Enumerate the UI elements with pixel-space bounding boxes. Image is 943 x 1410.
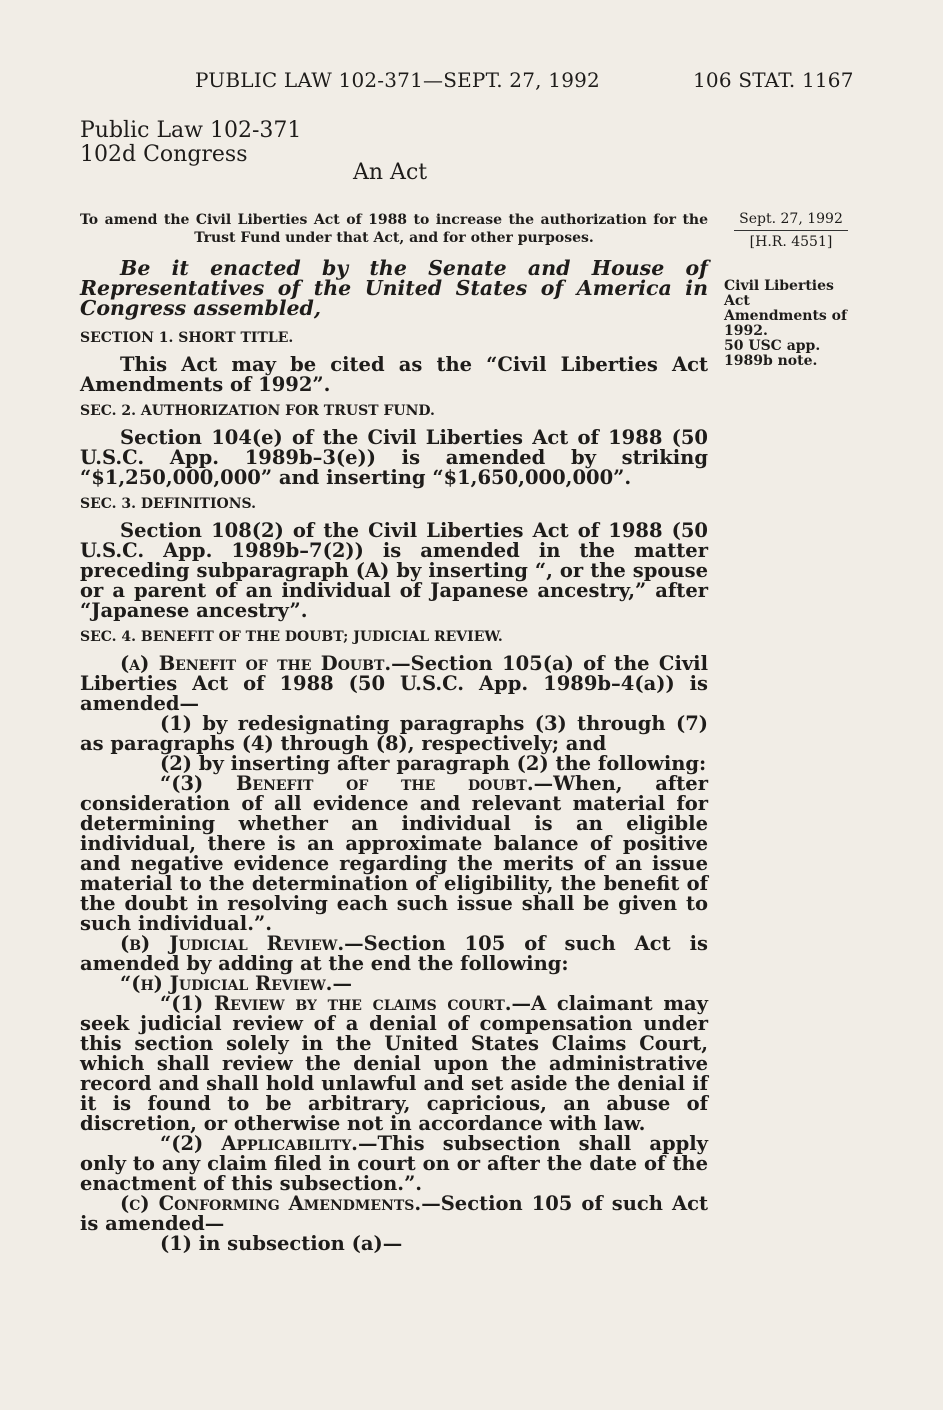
paragraph-a3-heading: “(3) Benefit of the doubt. (160, 772, 534, 795)
section-3-heading: SEC. 3. DEFINITIONS. (80, 496, 257, 512)
margin-note-line: Amendments of (724, 308, 848, 324)
date-bill-block (734, 210, 848, 251)
subsection-a (80, 654, 708, 714)
paragraph-h2 (80, 1134, 708, 1194)
paragraph-h1 (80, 994, 708, 1134)
paragraph-h2-text: —This subsection shall apply only to any claim filed in court on or after the date of the enactment of this subsection.”. (80, 1132, 708, 1195)
subsection-h-heading: “(h) Judicial Review. (120, 972, 333, 995)
public-law-number: Public Law 102-371 (80, 118, 302, 143)
purpose-line-1: To amend the Civil Liberties Act of 1988 to increase the authorization for the (80, 212, 708, 228)
margin-note-line: 50 USC app. (724, 338, 821, 354)
purpose-line-2: Trust Fund under that Act, and for other purposes. (194, 230, 594, 246)
section-1-text: This Act may be cited as the “Civil Liberties Act Amendments of 1992”. (80, 353, 708, 396)
paragraph-a3 (80, 774, 708, 934)
paragraph-a1: (1) by redesignating paragraphs (3) through (7) as paragraphs (4) through (8), respectively; and (80, 712, 708, 755)
margin-note-line: Civil Liberties (724, 278, 834, 294)
paragraph-a3-text: —When, after consideration of all evidence and relevant material for determining whether an individual is an eligible individual, there is an approximate balance of positive and negative evidence regarding the merits of an issue material to the determination of eligibility, the benefit of the doubt in resolving each such issue shall be given to such individual.”. (80, 772, 708, 935)
subsection-h-text: — (332, 972, 352, 995)
subsection-h (80, 974, 708, 994)
section-4-heading: SEC. 4. BENEFIT OF THE DOUBT; JUDICIAL REVIEW. (80, 629, 503, 645)
page-number: 106 STAT. 1167 (693, 68, 854, 92)
paragraph-h2-heading: “(2) Applicability. (160, 1132, 358, 1155)
subsection-b-heading: (b) Judicial Review. (120, 932, 345, 955)
section-1-heading: SECTION 1. SHORT TITLE. (80, 330, 294, 346)
subsection-b-text: —Section 105 of such Act is amended by adding at the end the following: (80, 932, 708, 975)
purpose-statement (80, 211, 708, 247)
bill-number: [H.R. 4551] (749, 234, 833, 250)
subsection-c-text: —Section 105 of such Act is amended— (80, 1192, 708, 1235)
subsection-b (80, 934, 708, 974)
paragraph-c1: (1) in subsection (a)— (160, 1232, 403, 1255)
act-title: An Act (353, 160, 428, 185)
congress-label: 102d Congress (80, 142, 248, 167)
enacting-clause: Be it enacted by the Senate and House of Representatives of the United States of America in Congress assembled, (80, 256, 708, 320)
paragraph-h1-heading: “(1) Review by the claims court. (160, 992, 512, 1015)
margin-note-line: Act (724, 293, 750, 309)
section-2-text: Section 104(e) of the Civil Liberties Act of 1988 (50 U.S.C. App. 1989b–3(e)) is amended by striking “$1,250,000,000” and inserting “$1,650,000,000”. (80, 426, 708, 489)
subsection-a-text: —Section 105(a) of the Civil Liberties Act of 1988 (50 U.S.C. App. 1989b–4(a)) is amended— (80, 652, 708, 715)
subsection-c (80, 1194, 708, 1234)
paragraph-a2: (2) by inserting after paragraph (2) the following: (160, 752, 707, 775)
section-3-text: Section 108(2) of the Civil Liberties Act of 1988 (50 U.S.C. App. 1989b–7(2)) is amended in the matter preceding subparagraph (A) by inserting “, or the spouse or a parent of an individual of Japanese ancestry,” after “Japanese ancestry”. (80, 519, 708, 622)
paragraph-h1-text: —A claimant may seek judicial review of a denial of compensation under this section solely in the United States Claims Court, which shall review the denial upon the administrative record and shall hold unlawful and set aside the denial if it is found to be arbitrary, capricious, an abuse of discretion, or otherwise not in accordance with law. (80, 992, 708, 1135)
subsection-c-heading: (c) Conforming Amendments. (120, 1192, 422, 1215)
margin-note-line: 1992. (724, 323, 768, 339)
margin-note-line: 1989b note. (724, 353, 818, 369)
enactment-date: Sept. 27, 1992 (734, 210, 848, 231)
running-header-left: PUBLIC LAW 102-371—SEPT. 27, 1992 (195, 68, 600, 92)
margin-note (724, 279, 847, 369)
act-body (80, 258, 708, 1254)
section-2-heading: SEC. 2. AUTHORIZATION FOR TRUST FUND. (80, 403, 435, 419)
subsection-a-heading: (a) Benefit of the Doubt. (120, 652, 392, 675)
